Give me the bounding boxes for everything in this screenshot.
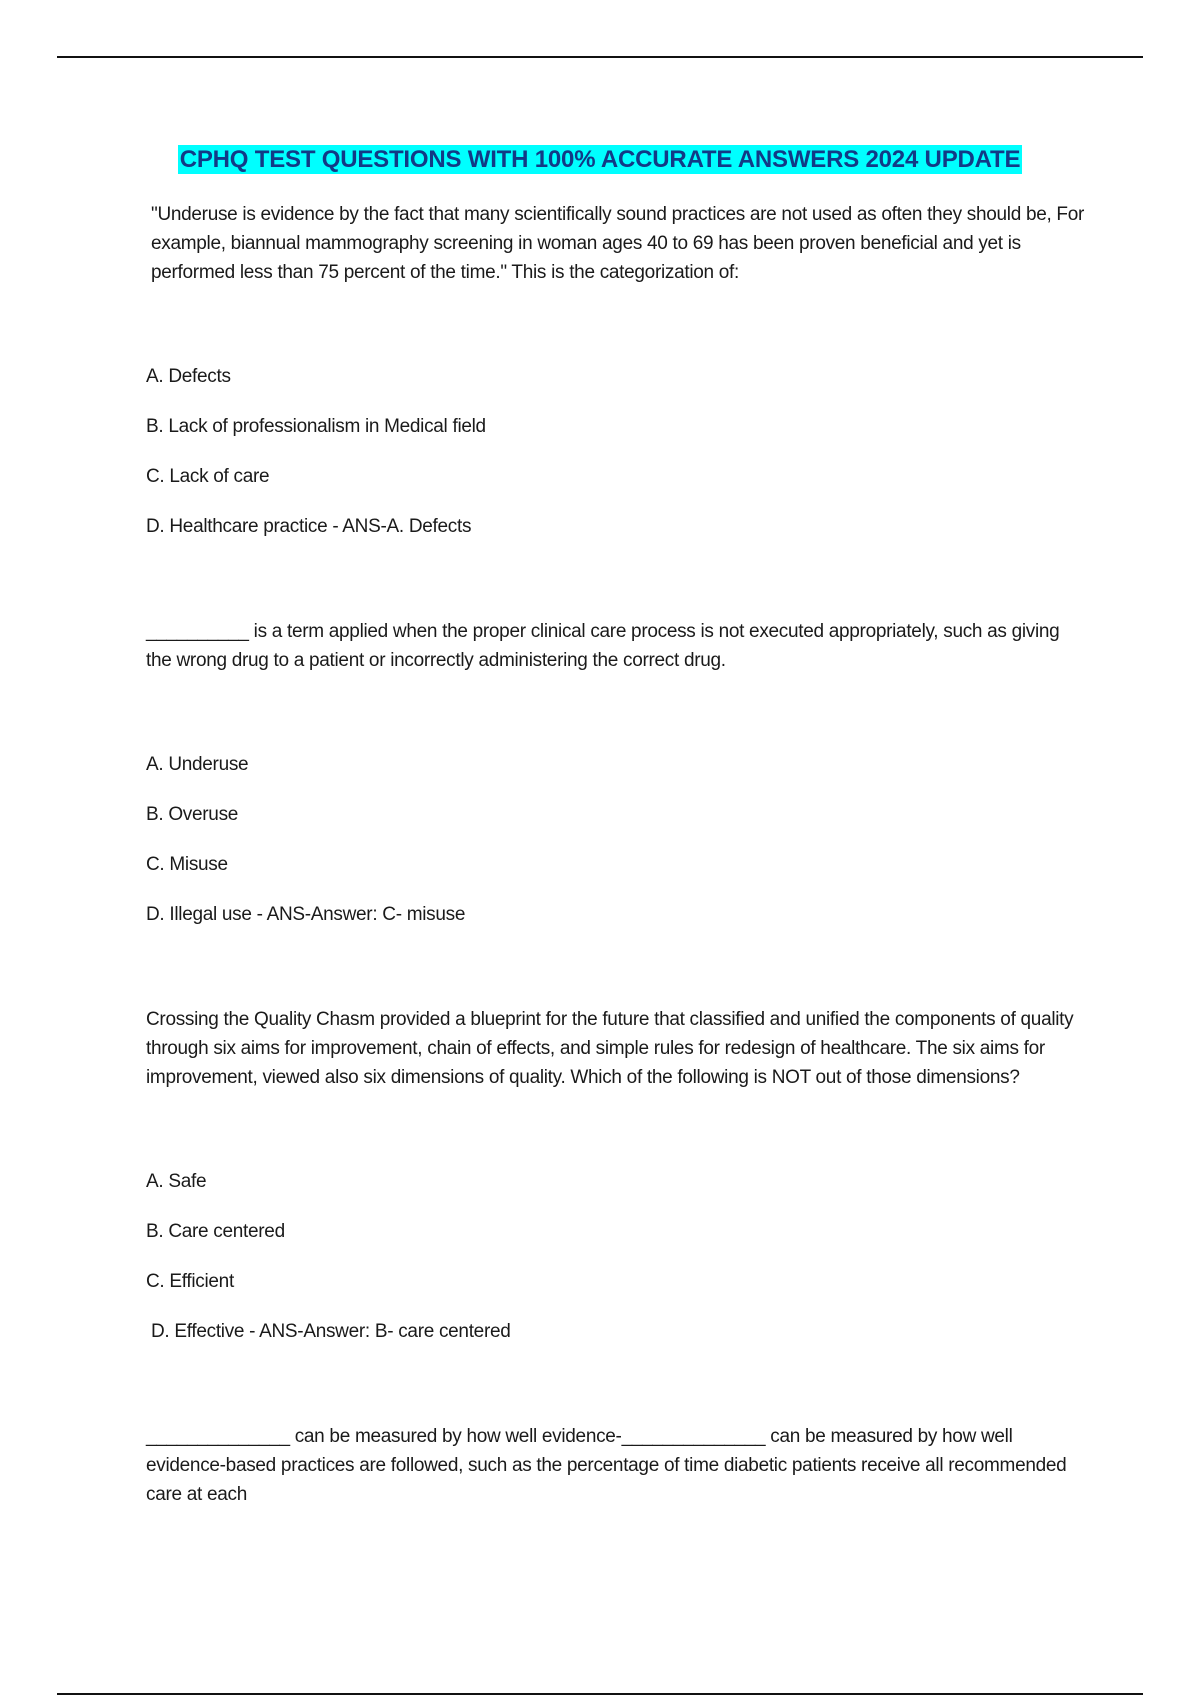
- answer-option-with-answer: D. Illegal use - ANS-Answer: C- misuse: [146, 904, 466, 925]
- header-rule: [57, 56, 1143, 58]
- answer-option: A. Defects: [146, 366, 231, 387]
- question-text: "Underuse is evidence by the fact that many scientifically sound practices are not used as often they should be, For example, biannual mammography screening in woman ages 40 to 69 has been proven beneficial and yet is performed less than 75 percent of the time." This is the categorization of:: [151, 204, 1085, 283]
- page-title-text: CPHQ TEST QUESTIONS WITH 100% ACCURATE ANSWERS 2024 UPDATE: [179, 146, 1021, 173]
- footer-rule: [57, 1693, 1143, 1695]
- answer-option-with-answer: D. Healthcare practice - ANS-A. Defects: [146, 516, 472, 537]
- question-text: __________ is a term applied when the proper clinical care process is not executed appropriately, such as giving the wrong drug to a patient or incorrectly administering the correct drug.: [146, 621, 1060, 671]
- answer-option: B. Overuse: [146, 804, 239, 825]
- answer-option: A. Underuse: [146, 754, 249, 775]
- document-body: [146, 200, 1086, 1509]
- answer-option: B. Lack of professionalism in Medical field: [146, 416, 486, 437]
- question-text: ______________ can be measured by how well evidence-______________ can be measured by how well evidence-based practices are followed, such as the percentage of time diabetic patients receive all recommended care at each: [146, 1426, 1067, 1505]
- page-title: [0, 145, 1200, 175]
- answer-option: C. Efficient: [146, 1271, 234, 1292]
- answer-option-with-answer: D. Effective - ANS-Answer: B- care centered: [151, 1321, 511, 1342]
- answer-option: B. Care centered: [146, 1221, 285, 1242]
- question-text: Crossing the Quality Chasm provided a blueprint for the future that classified and unified the components of quality through six aims for improvement, chain of effects, and simple rules for redesign of healthcare. The six aims for improvement, viewed also six dimensions of quality. Which of the following is NOT out of those dimensions?: [146, 1009, 1074, 1088]
- answer-option: A. Safe: [146, 1171, 207, 1192]
- answer-option: C. Misuse: [146, 854, 228, 875]
- answer-option: C. Lack of care: [146, 466, 270, 487]
